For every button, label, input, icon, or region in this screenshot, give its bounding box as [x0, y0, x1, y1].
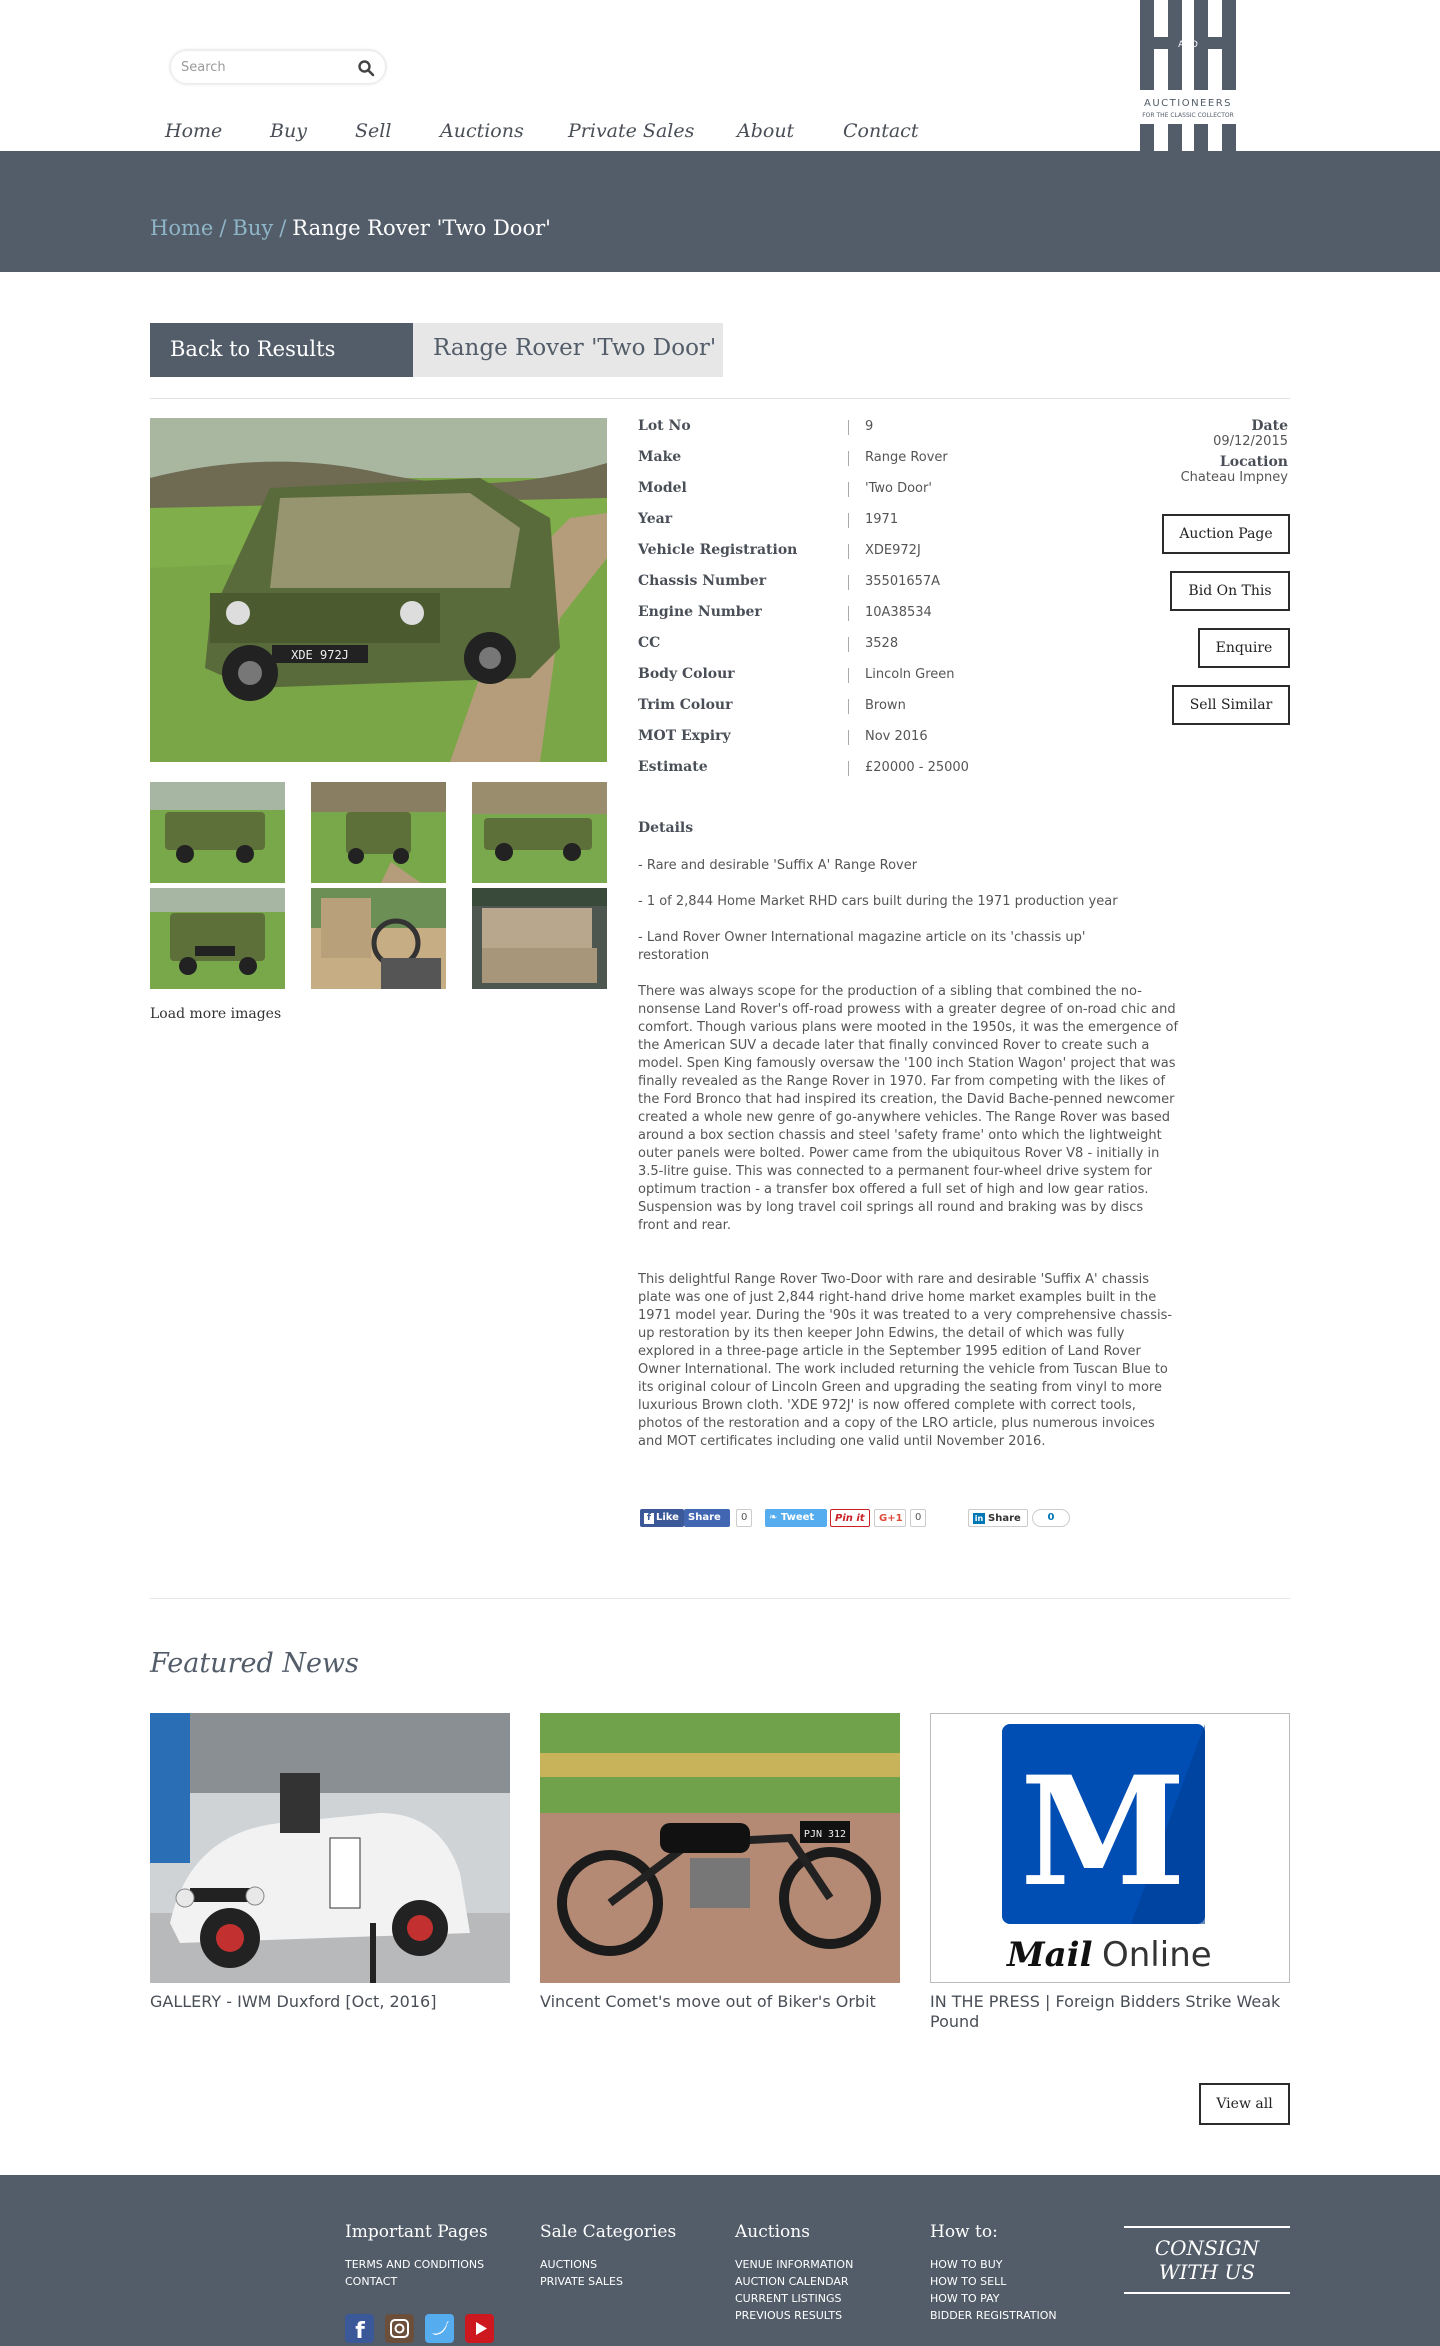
spec-row — [638, 480, 1018, 500]
svg-text:FOR THE CLASSIC COLLECTOR: FOR THE CLASSIC COLLECTOR — [1142, 112, 1234, 119]
tweet-label: Tweet — [780, 1512, 815, 1523]
spec-row — [638, 542, 1018, 562]
location-label: Location — [1219, 454, 1288, 470]
svg-text:f: f — [355, 2319, 365, 2343]
spec-value: Range Rover — [865, 450, 948, 465]
divider — [848, 730, 849, 745]
footer-heading: Auctions — [735, 2222, 810, 2242]
location-value: Chateau Impney — [1180, 470, 1288, 485]
site-header — [0, 0, 1440, 151]
pinterest-button[interactable]: Pin it — [830, 1509, 870, 1527]
footer-link[interactable]: CURRENT LISTINGS — [735, 2292, 842, 2305]
spec-value: 1971 — [865, 512, 899, 527]
youtube-icon[interactable] — [465, 2314, 494, 2343]
nav-contact[interactable]: Contact — [843, 120, 919, 142]
like-label: Like — [656, 1512, 679, 1523]
spec-label: Engine Number — [638, 604, 762, 620]
divider — [848, 668, 849, 683]
spec-label: Trim Colour — [638, 697, 733, 713]
svg-text:M: M — [1019, 1744, 1187, 1920]
share-count: 0 — [736, 1509, 752, 1527]
footer-link[interactable]: PRIVATE SALES — [540, 2275, 623, 2288]
spec-row — [638, 728, 1018, 748]
breadcrumb-current: Range Rover 'Two Door' — [292, 216, 551, 240]
spec-label: Model — [638, 480, 687, 496]
footer-link[interactable]: HOW TO SELL — [930, 2275, 1007, 2288]
spec-value: XDE972J — [865, 543, 921, 558]
spec-label: Lot No — [638, 418, 691, 434]
search-box[interactable] — [170, 50, 386, 84]
nav-about[interactable]: About — [737, 120, 795, 142]
load-more-images-link[interactable]: Load more images — [150, 1006, 282, 1022]
spec-row — [638, 449, 1018, 469]
linkedin-share-button[interactable] — [968, 1509, 1028, 1527]
back-to-results-button[interactable]: Back to Results — [150, 323, 413, 377]
news-caption[interactable]: Vincent Comet's move out of Biker's Orbit — [540, 1992, 876, 2011]
news-caption[interactable]: GALLERY - IWM Duxford [Oct, 2016] — [150, 1992, 437, 2011]
detail-bullet: - Rare and desirable 'Suffix A' Range Rover — [638, 858, 918, 873]
thumbnail-image[interactable] — [472, 782, 607, 883]
nav-private-sales[interactable]: Private Sales — [568, 120, 695, 142]
detail-bullet: - 1 of 2,844 Home Market RHD cars built during the 1971 production year — [638, 894, 1118, 909]
consign-with-us-button[interactable]: CONSIGN WITH US — [1124, 2226, 1290, 2294]
nav-sell[interactable]: Sell — [355, 120, 392, 142]
svg-text:Online: Online — [1102, 1935, 1212, 1975]
spec-value: 35501657A — [865, 574, 941, 589]
footer-column-auctions — [735, 2222, 853, 2324]
divider — [848, 451, 849, 466]
thumbnail-image[interactable] — [472, 888, 607, 989]
twitter-icon[interactable] — [425, 2314, 454, 2343]
spec-label: CC — [638, 635, 661, 651]
footer-column-how-to — [930, 2222, 1057, 2324]
footer-link[interactable]: VENUE INFORMATION — [735, 2258, 854, 2271]
lot-title-tab: Range Rover 'Two Door' — [413, 323, 723, 377]
instagram-icon[interactable] — [385, 2314, 414, 2343]
divider — [848, 606, 849, 621]
divider — [150, 398, 1290, 399]
spec-label: Make — [638, 449, 682, 465]
enquire-button[interactable]: Enquire — [1198, 628, 1290, 668]
footer-link[interactable]: BIDDER REGISTRATION — [930, 2309, 1057, 2322]
divider — [150, 1598, 1290, 1599]
footer-link[interactable]: PREVIOUS RESULTS — [735, 2309, 843, 2322]
spec-label: MOT Expiry — [638, 728, 731, 744]
thumbnail-image[interactable] — [150, 888, 285, 989]
spec-row — [638, 666, 1018, 686]
footer-link[interactable]: AUCTION CALENDAR — [735, 2275, 849, 2288]
news-image[interactable] — [930, 1713, 1290, 1983]
footer-link[interactable]: HOW TO BUY — [930, 2258, 1003, 2271]
google-plus-button[interactable]: G+1 — [874, 1509, 906, 1527]
thumbnail-image[interactable] — [311, 782, 446, 883]
svg-text:AND: AND — [1178, 40, 1198, 50]
svg-text:XDE 972J: XDE 972J — [291, 648, 349, 662]
search-icon[interactable] — [357, 59, 375, 77]
breadcrumb-separator: / — [219, 216, 227, 240]
linkedin-icon: in — [974, 1514, 984, 1523]
spec-label: Chassis Number — [638, 573, 767, 589]
spec-row — [638, 697, 1018, 717]
sell-similar-button[interactable]: Sell Similar — [1172, 685, 1290, 725]
divider — [848, 761, 849, 776]
facebook-icon: f — [644, 1513, 654, 1524]
nav-home[interactable]: Home — [165, 120, 223, 142]
spec-row — [638, 511, 1018, 531]
spec-value: Brown — [865, 698, 906, 713]
description-paragraph: This delightful Range Rover Two-Door with rare and desirable 'Suffix A' chassis plate was one of just 2,844 right-hand drive home market examples built in the 1971 model year. During the '90s it was treated to a very comprehensive chassis-up restoration by its then keeper John Edwins, the detail of which was fully explored in a three-page article in the September 1995 edition of Land Rover Owner International. The work included returning the vehicle from Tuscan Blue to its original colour of Lincoln Green and upgrading the seating from vinyl to more luxurious Brown cloth. 'XDE 972J' is now offered complete with correct tools, photos of the restoration and a copy of the LRO article, plus numerous invoices and MOT certificates including one valid until November 2016. — [638, 1272, 1173, 1449]
footer-column-important-pages — [345, 2222, 488, 2290]
svg-text:Mail: Mail — [1007, 1935, 1093, 1975]
spec-value: 9 — [865, 419, 874, 434]
spec-label: Vehicle Registration — [638, 542, 798, 558]
svg-text:PJN 312: PJN 312 — [803, 1829, 847, 1840]
date-label: Date — [1251, 418, 1288, 434]
thumbnail-image[interactable] — [150, 782, 285, 883]
footer-link[interactable]: CONTACT — [345, 2275, 398, 2288]
featured-news-heading: Featured News — [150, 1648, 359, 1679]
auction-meta — [1181, 418, 1288, 490]
description-paragraph: There was always scope for the production of a sibling that combined the no-nonsense Land Rover's off-road prowess with a greater degree of on-road chic and comfort. Though various plans were mooted in the 1950s, it was the emergence of the American SUV a decade later that finally convinced Rover to create such a model. Spen King famously oversaw the '100 inch Station Wagon' project that was finally revealed as the Range Rover in 1970. Far from competing with the likes of the Ford Bronco that had inspired its creation, the David Bache-penned newcomer created a whole new genre of go-anywhere vehicles. The Range Rover was based around a box section chassis and steel 'safety frame' onto which the lightweight outer panels were bolted. Power came from the ubiquitous Rover V8 - initially in 3.5-litre guise. This was connected to a permanent four-wheel drive system for optimum traction - a transfer box offered a full set of high and low gear ratios. Suspension was by long travel coil springs all round and braking was by discs front and rear. — [638, 984, 1179, 1233]
tweet-button[interactable] — [765, 1509, 827, 1527]
detail-bullet: - Land Rover Owner International magazine article on its 'chassis up' restoration — [638, 930, 1086, 963]
bid-on-this-button[interactable]: Bid On This — [1170, 571, 1290, 611]
breadcrumb-buy[interactable]: Buy — [232, 216, 274, 240]
news-image[interactable] — [150, 1713, 510, 1983]
footer-link[interactable]: AUCTIONS — [540, 2258, 598, 2271]
details-heading: Details — [638, 820, 694, 836]
spec-row — [638, 759, 1018, 779]
twitter-icon: ❧ — [769, 1512, 781, 1523]
divider — [848, 544, 849, 559]
facebook-like-button[interactable] — [640, 1509, 684, 1527]
divider — [848, 420, 849, 435]
breadcrumb — [150, 216, 551, 240]
footer-heading: How to: — [930, 2222, 998, 2242]
spec-label: Body Colour — [638, 666, 735, 682]
spec-row — [638, 635, 1018, 655]
auction-page-button[interactable]: Auction Page — [1162, 514, 1290, 554]
share-count: 0 — [910, 1509, 926, 1527]
divider — [848, 482, 849, 497]
divider — [848, 513, 849, 528]
page-banner — [0, 151, 1440, 272]
spec-value: 'Two Door' — [865, 481, 932, 496]
facebook-share-button[interactable]: Share — [684, 1509, 730, 1527]
footer-link[interactable]: TERMS AND CONDITIONS — [345, 2258, 485, 2271]
search-input[interactable]: Search — [181, 60, 226, 75]
spec-label: Estimate — [638, 759, 708, 775]
share-count: 0 — [1032, 1509, 1070, 1527]
thumbnail-image[interactable] — [311, 888, 446, 989]
spec-label: Year — [638, 511, 673, 527]
footer-link[interactable]: HOW TO PAY — [930, 2292, 1000, 2305]
spec-row — [638, 418, 1018, 438]
linkedin-share-label: Share — [988, 1513, 1021, 1524]
main-vehicle-image[interactable] — [150, 418, 607, 762]
divider — [848, 637, 849, 652]
news-image[interactable] — [540, 1713, 900, 1983]
view-all-button[interactable]: View all — [1199, 2083, 1290, 2125]
facebook-icon[interactable] — [345, 2314, 374, 2343]
spec-value: Nov 2016 — [865, 729, 928, 744]
spec-value: 3528 — [865, 636, 899, 651]
spec-row — [638, 604, 1018, 624]
footer-heading: Sale Categories — [540, 2222, 677, 2242]
spec-value: Lincoln Green — [865, 667, 955, 682]
spec-row — [638, 573, 1018, 593]
svg-text:AUCTIONEERS: AUCTIONEERS — [1144, 98, 1232, 109]
footer-column-sale-categories — [540, 2222, 676, 2290]
divider — [848, 699, 849, 714]
breadcrumb-separator: / — [279, 216, 287, 240]
site-logo[interactable] — [1136, 0, 1258, 151]
breadcrumb-home[interactable]: Home — [150, 216, 214, 240]
nav-auctions[interactable]: Auctions — [440, 120, 524, 142]
spec-value: 10A38534 — [865, 605, 932, 620]
divider — [848, 575, 849, 590]
news-caption[interactable]: IN THE PRESS | Foreign Bidders Strike Weak Pound — [930, 1992, 1281, 2031]
footer-heading: Important Pages — [345, 2222, 488, 2242]
spec-value: £20000 - 25000 — [865, 760, 969, 775]
nav-buy[interactable]: Buy — [270, 120, 307, 142]
date-value: 09/12/2015 — [1213, 434, 1288, 449]
